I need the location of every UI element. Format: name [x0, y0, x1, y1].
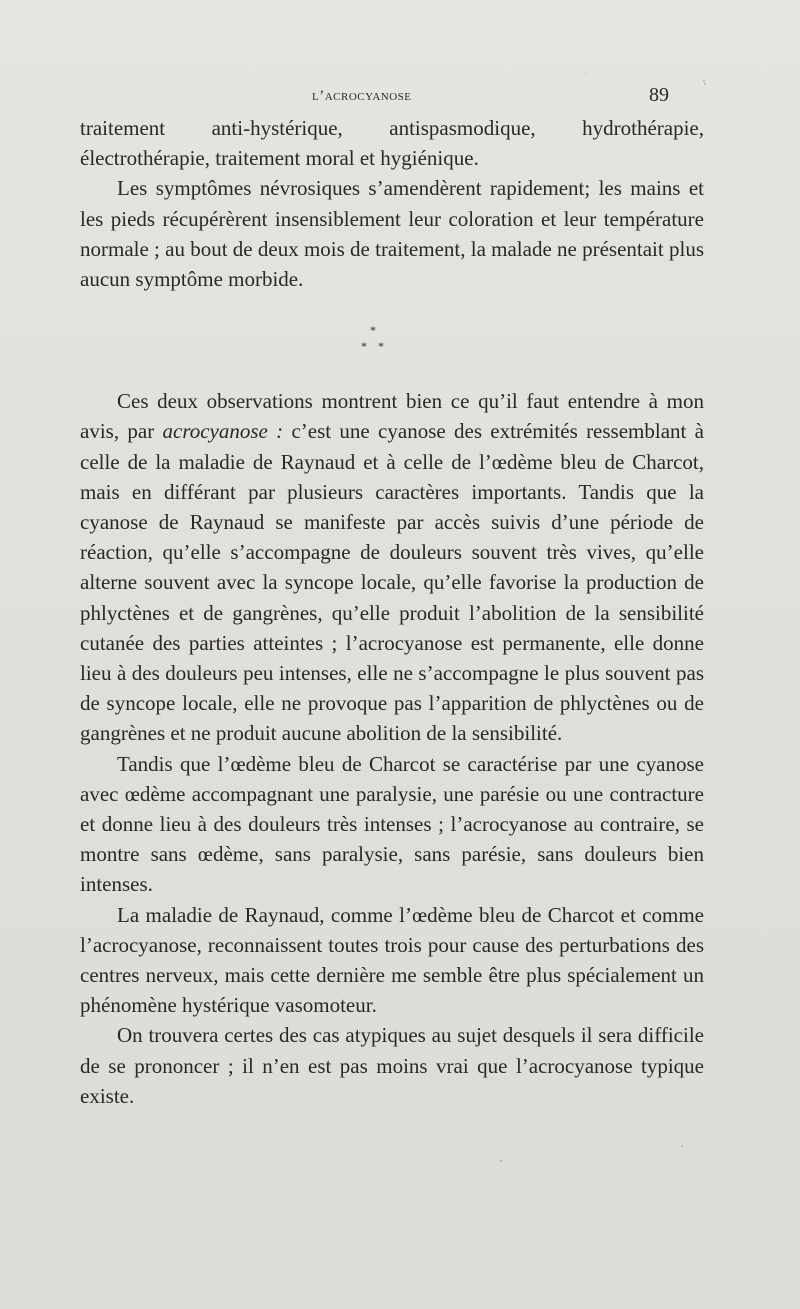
section-ornament [80, 294, 704, 386]
asterism-star-top: * [370, 323, 376, 338]
paragraph-definition [80, 386, 704, 748]
definition-text-rest: c’est une cyanose des extrémités ressemblant à celle de la maladie de Raynaud et à celle de l’œdème bleu de Charcot, mais en différant par plusieurs caractères importants. Tandis que la cyanose de Raynaud se manifeste par accès suivis d’une période de réaction, qu’elle s’accompagne de douleurs souvent très vives, qu’elle alterne souvent avec la syncope locale, qu’elle favorise la production de phlyctènes et de gangrènes, qu’elle produit l’abolition de la sensibilité cutanée des parties atteintes ; l’acrocyanose est permanente, elle donne lieu à des douleurs peu intenses, elle ne s’accompagne le plus souvent pas de syncope locale, elle ne provoque pas l’apparition de phlyctènes ou de gangrènes et ne produit aucune abolition de la sensibilité. [80, 419, 704, 746]
page-header [0, 84, 800, 112]
paper-speck [704, 83, 706, 85]
definition-text-start: Ces deux observations montrent bien ce qu’il faut entendre à mon avis, par [80, 389, 704, 444]
paper-speck [681, 1145, 683, 1147]
paper-speck [500, 1160, 502, 1162]
definition-term: acrocyanose : [162, 419, 284, 444]
body-text [80, 113, 704, 1111]
running-title: l’acrocyanose [312, 88, 412, 104]
paper-speck [585, 73, 586, 75]
paragraph-raynaud: La maladie de Raynaud, comme l’œdème bleu de Charcot et comme l’acrocyanose, reconnaissent toutes trois pour cause des perturbations des centres nerveux, mais cette dernière me semble être plus spécialement un phénomène hystérique vasomoteur. [80, 902, 704, 1018]
paragraph-symptoms: Les symptômes névrosiques s’amendèrent rapidement; les mains et les pieds récupérèrent insensiblement leur coloration et leur température normale ; au bout de deux mois de traitement, la malade ne présentait plus aucun symptôme morbide. [80, 176, 704, 292]
asterism-star-left: * [361, 339, 367, 354]
paragraph-charcot: Tandis que l’œdème bleu de Charcot se caractérise par une cyanose avec œdème accompagnant une paralysie, une parésie ou une contracture et donne lieu à des douleurs très intenses ; l’acrocyanose au contraire, se montre sans œdème, sans paralysie, sans parésie, sans douleurs bien intenses. [80, 751, 704, 897]
paragraph-continuation: traitement anti-hystérique, antispasmodique, hydrothérapie, électrothérapie, traitement moral et hygiénique. [80, 116, 704, 171]
asterism-star-right: * [378, 339, 384, 354]
paragraph-conclusion: On trouvera certes des cas atypiques au sujet desquels il sera difficile de se prononcer ; il n’en est pas moins vrai que l’acrocyanose typique existe. [80, 1023, 704, 1108]
page-number: 89 [649, 84, 669, 106]
paper-speck [703, 80, 705, 82]
